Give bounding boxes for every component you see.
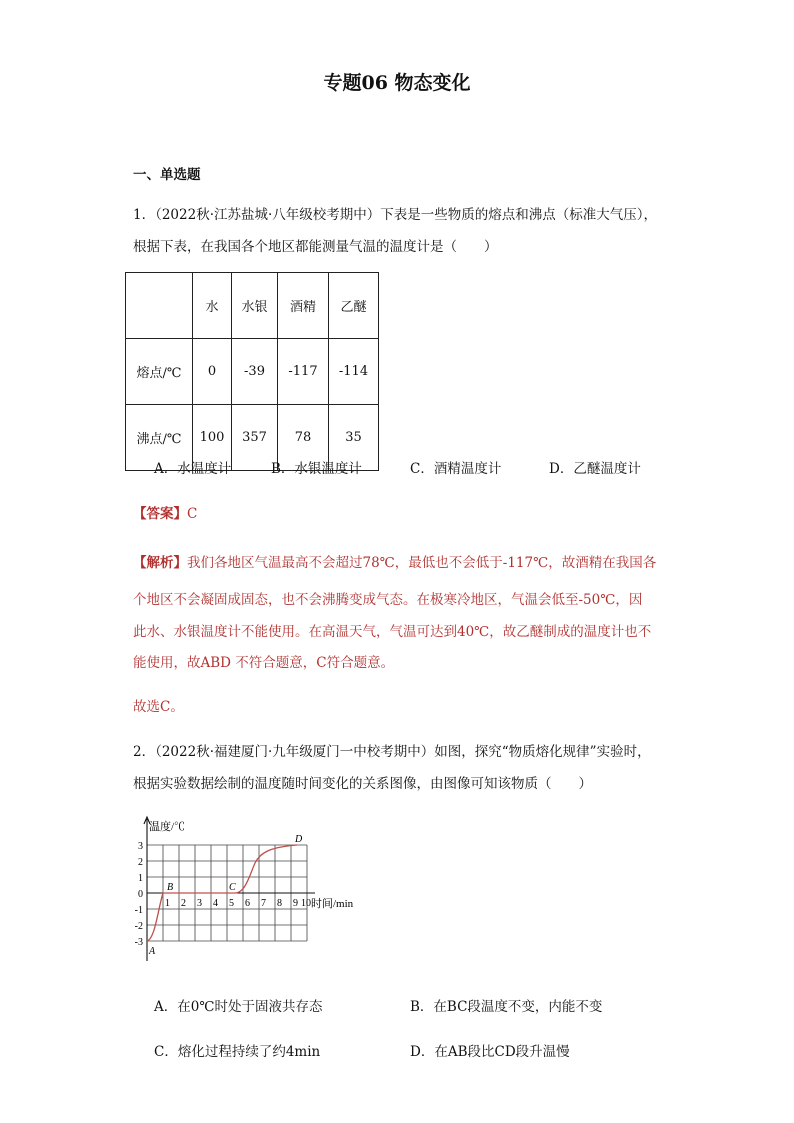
x-tick-label: 4: [213, 898, 218, 909]
analysis-line1: [133, 551, 656, 571]
point-label-c: C: [229, 882, 236, 893]
x-tick-label: 5: [229, 898, 234, 909]
melting-boiling-table: [125, 272, 379, 471]
y-axis-label: 温度/℃: [149, 821, 186, 833]
answer-value: C: [187, 506, 198, 522]
q1-option-b[interactable]: B．水银温度计: [271, 461, 362, 477]
q2-option-d[interactable]: D．在AB段比CD段升温慢: [410, 1044, 570, 1060]
table-header-cell: 乙醚: [329, 273, 379, 339]
q2-stem-line1: 2．（2022秋·福建厦门·九年级厦门一中校考期中）如图，探究“物质熔化规律”实验时，: [133, 744, 651, 760]
table-header-cell: 酒精: [278, 273, 329, 339]
analysis-text: 我们各地区气温最高不会超过78℃，最低也不会低于-117℃，故酒精在我国各: [187, 555, 657, 571]
point-label-d: D: [295, 834, 303, 845]
x-tick-label: 9: [293, 898, 298, 909]
point-label-b: B: [167, 882, 174, 893]
table-header-cell: [126, 273, 193, 339]
table-header-cell: 水: [193, 273, 232, 339]
q2-option-c[interactable]: C．熔化过程持续了约4min: [154, 1044, 321, 1060]
table-cell: 熔点/℃: [126, 339, 193, 405]
table-header-cell: 水银: [232, 273, 278, 339]
table-cell: 100: [193, 405, 232, 471]
q1-option-a[interactable]: A．水温度计: [154, 461, 232, 477]
answer-label: 【答案】: [133, 506, 187, 522]
q1-option-c[interactable]: C．酒精温度计: [410, 461, 502, 477]
x-tick-label: 3: [197, 898, 202, 909]
q2-stem-line2: 根据实验数据绘制的温度随时间变化的关系图像，由图像可知该物质（ ）: [133, 776, 592, 792]
table-cell: 357: [232, 405, 278, 471]
page-title: 专题06 物态变化: [323, 72, 471, 94]
y-tick-label: 1: [138, 873, 143, 884]
x-tick-label: 1: [165, 898, 170, 909]
table-cell: -39: [232, 339, 278, 405]
analysis-line3: 此水、水银温度计不能使用。在高温天气，气温可达到40℃，故乙醚制成的温度计也不: [133, 624, 652, 640]
table-cell: 0: [193, 339, 232, 405]
table-cell: -114: [329, 339, 379, 405]
x-axis-label: 时间/min: [311, 898, 354, 910]
q2-option-a[interactable]: A．在0℃时处于固液共存态: [154, 999, 323, 1015]
table-cell: 沸点/℃: [126, 405, 193, 471]
x-tick-label: 7: [261, 898, 266, 909]
analysis-line2: 个地区不会凝固成固态，也不会沸腾变成气态。在极寒冷地区，气温会低至-50℃，因: [133, 592, 643, 608]
y-tick-label: 0: [138, 889, 143, 900]
x-tick-label: 8: [277, 898, 282, 909]
table-cell: -117: [278, 339, 329, 405]
answer-line: [133, 502, 197, 522]
table-cell: 78: [278, 405, 329, 471]
x-tick-label: 2: [181, 898, 186, 909]
y-tick-label: 2: [138, 857, 143, 868]
y-tick-label: 3: [138, 841, 143, 852]
y-tick-label: -3: [134, 937, 143, 948]
q1-stem-line2: 根据下表，在我国各个地区都能测量气温的温度计是（ ）: [133, 239, 498, 255]
q1-option-d[interactable]: D．乙醚温度计: [549, 461, 641, 477]
table-row: [126, 339, 379, 405]
table-cell: 35: [329, 405, 379, 471]
table-header-row: [126, 273, 379, 339]
y-tick-label: -1: [134, 905, 143, 916]
section-heading: 一、单选题: [133, 167, 201, 183]
q1-stem-line1: 1．（2022秋·江苏盐城·八年级校考期中）下表是一些物质的熔点和沸点（标准大气压），: [133, 207, 658, 223]
point-label-a: A: [149, 946, 156, 957]
q2-option-b[interactable]: B．在BC段温度不变，内能不变: [410, 999, 603, 1015]
conclusion-line: 故选C。: [133, 699, 184, 715]
analysis-line4: 能使用，故ABD 不符合题意，C符合题意。: [133, 655, 395, 671]
analysis-label: 【解析】: [133, 555, 187, 571]
x-tick-label: 10: [301, 898, 311, 909]
x-tick-label: 6: [245, 898, 250, 909]
temperature-time-graph: [125, 813, 375, 963]
y-tick-label: -2: [134, 921, 143, 932]
